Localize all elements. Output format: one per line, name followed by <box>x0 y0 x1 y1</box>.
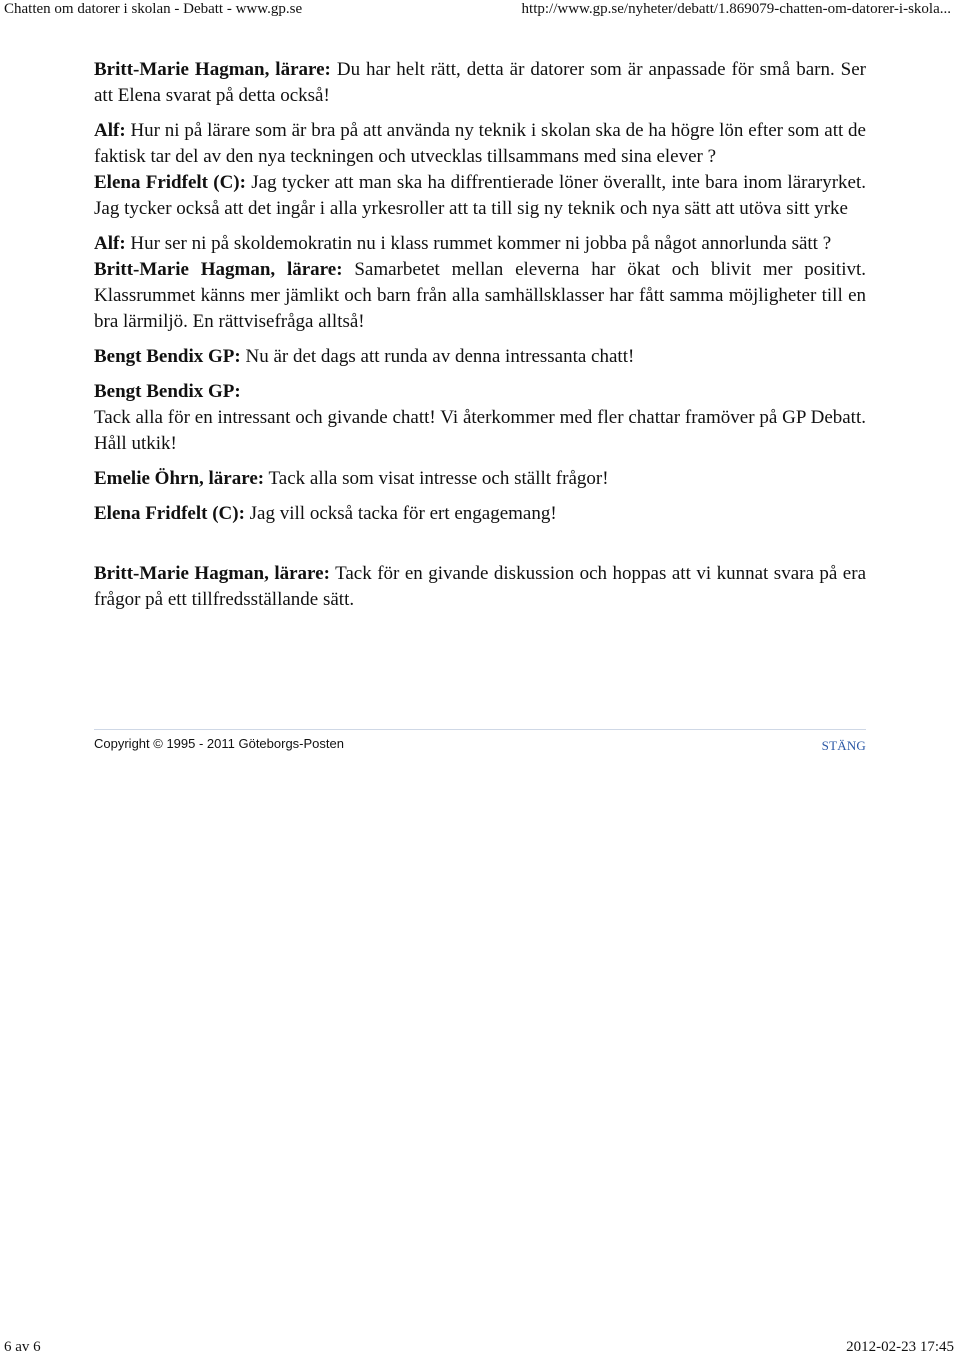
speaker-name: Bengt Bendix GP: <box>94 381 241 402</box>
print-page-number: 6 av 6 <box>4 1339 41 1355</box>
close-link[interactable]: STÄNG <box>821 738 866 753</box>
chat-message <box>94 344 866 370</box>
message-text: Jag vill också tacka för ert engagemang! <box>244 503 557 524</box>
message-text: Tack alla för en intressant och givande chatt! Vi återkommer med fler chattar framöver på GP Debatt. Håll utkik! <box>94 407 866 454</box>
speaker-name: Alf: <box>94 233 126 254</box>
site-footer <box>94 729 866 753</box>
chat-message <box>94 257 866 335</box>
message-text: Tack alla som visat intresse och ställt frågor! <box>264 468 609 489</box>
chat-message <box>94 561 866 613</box>
speaker-name: Britt-Marie Hagman, lärare: <box>94 259 343 280</box>
message-text: Tack för en givande diskussion och hoppas att vi kunnat svara på era frågor på ett tillfredsställande sätt. <box>94 563 867 610</box>
print-header-title: Chatten om datorer i skolan - Debatt - www.gp.se <box>4 1 303 17</box>
speaker-name: Emelie Öhrn, lärare: <box>94 468 265 489</box>
message-text: Samarbetet mellan eleverna har ökat och blivit mer positivt. Klassrummet känns mer jämlikt och barn från alla samhällsklasser har fått samma möjligheter till en bra lärmiljö. En rättvisefråga alltså! <box>94 259 867 332</box>
speaker-name: Elena Fridfelt (C): <box>94 503 245 524</box>
message-text: Du har helt rätt, detta är datorer som är anpassade för små barn. Ser att Elena svarat på detta också! <box>94 59 866 106</box>
message-text: Nu är det dags att runda av denna intressanta chatt! <box>240 346 635 367</box>
chat-message <box>94 466 866 492</box>
chat-message <box>94 379 866 457</box>
message-text: Jag tycker att man ska ha diffrentierade löner överallt, inte bara inom läraryrket. Jag tycker också att det ingår i alla yrkesroller att ta till sig ny teknik och nya sätt att utöva sitt yrke <box>94 172 867 219</box>
print-timestamp: 2012-02-23 17:45 <box>846 1339 954 1355</box>
message-text: Hur ni på lärare som är bra på att använda ny teknik i skolan ska de ha högre lön efter som att de faktisk tar del av den nya teckningen och utvecklas tillsammans med sina elever ? <box>94 120 866 167</box>
chat-message <box>94 501 866 527</box>
copyright-text: Copyright © 1995 - 2011 Göteborgs-Posten <box>94 736 344 751</box>
chat-message <box>94 57 866 109</box>
speaker-name: Alf: <box>94 120 126 141</box>
speaker-name: Elena Fridfelt (C): <box>94 172 246 193</box>
message-text: Hur ser ni på skoldemokratin nu i klass rummet kommer ni jobba på något annorlunda sätt ? <box>125 233 832 254</box>
chat-transcript <box>94 57 866 613</box>
chat-message <box>94 231 866 257</box>
chat-message <box>94 118 866 170</box>
speaker-name: Bengt Bendix GP: <box>94 346 241 367</box>
speaker-name: Britt-Marie Hagman, lärare: <box>94 563 330 584</box>
speaker-name: Britt-Marie Hagman, lärare: <box>94 59 331 80</box>
print-header-url: http://www.gp.se/nyheter/debatt/1.869079-chatten-om-datorer-i-skola... <box>521 1 951 17</box>
chat-message <box>94 170 866 222</box>
